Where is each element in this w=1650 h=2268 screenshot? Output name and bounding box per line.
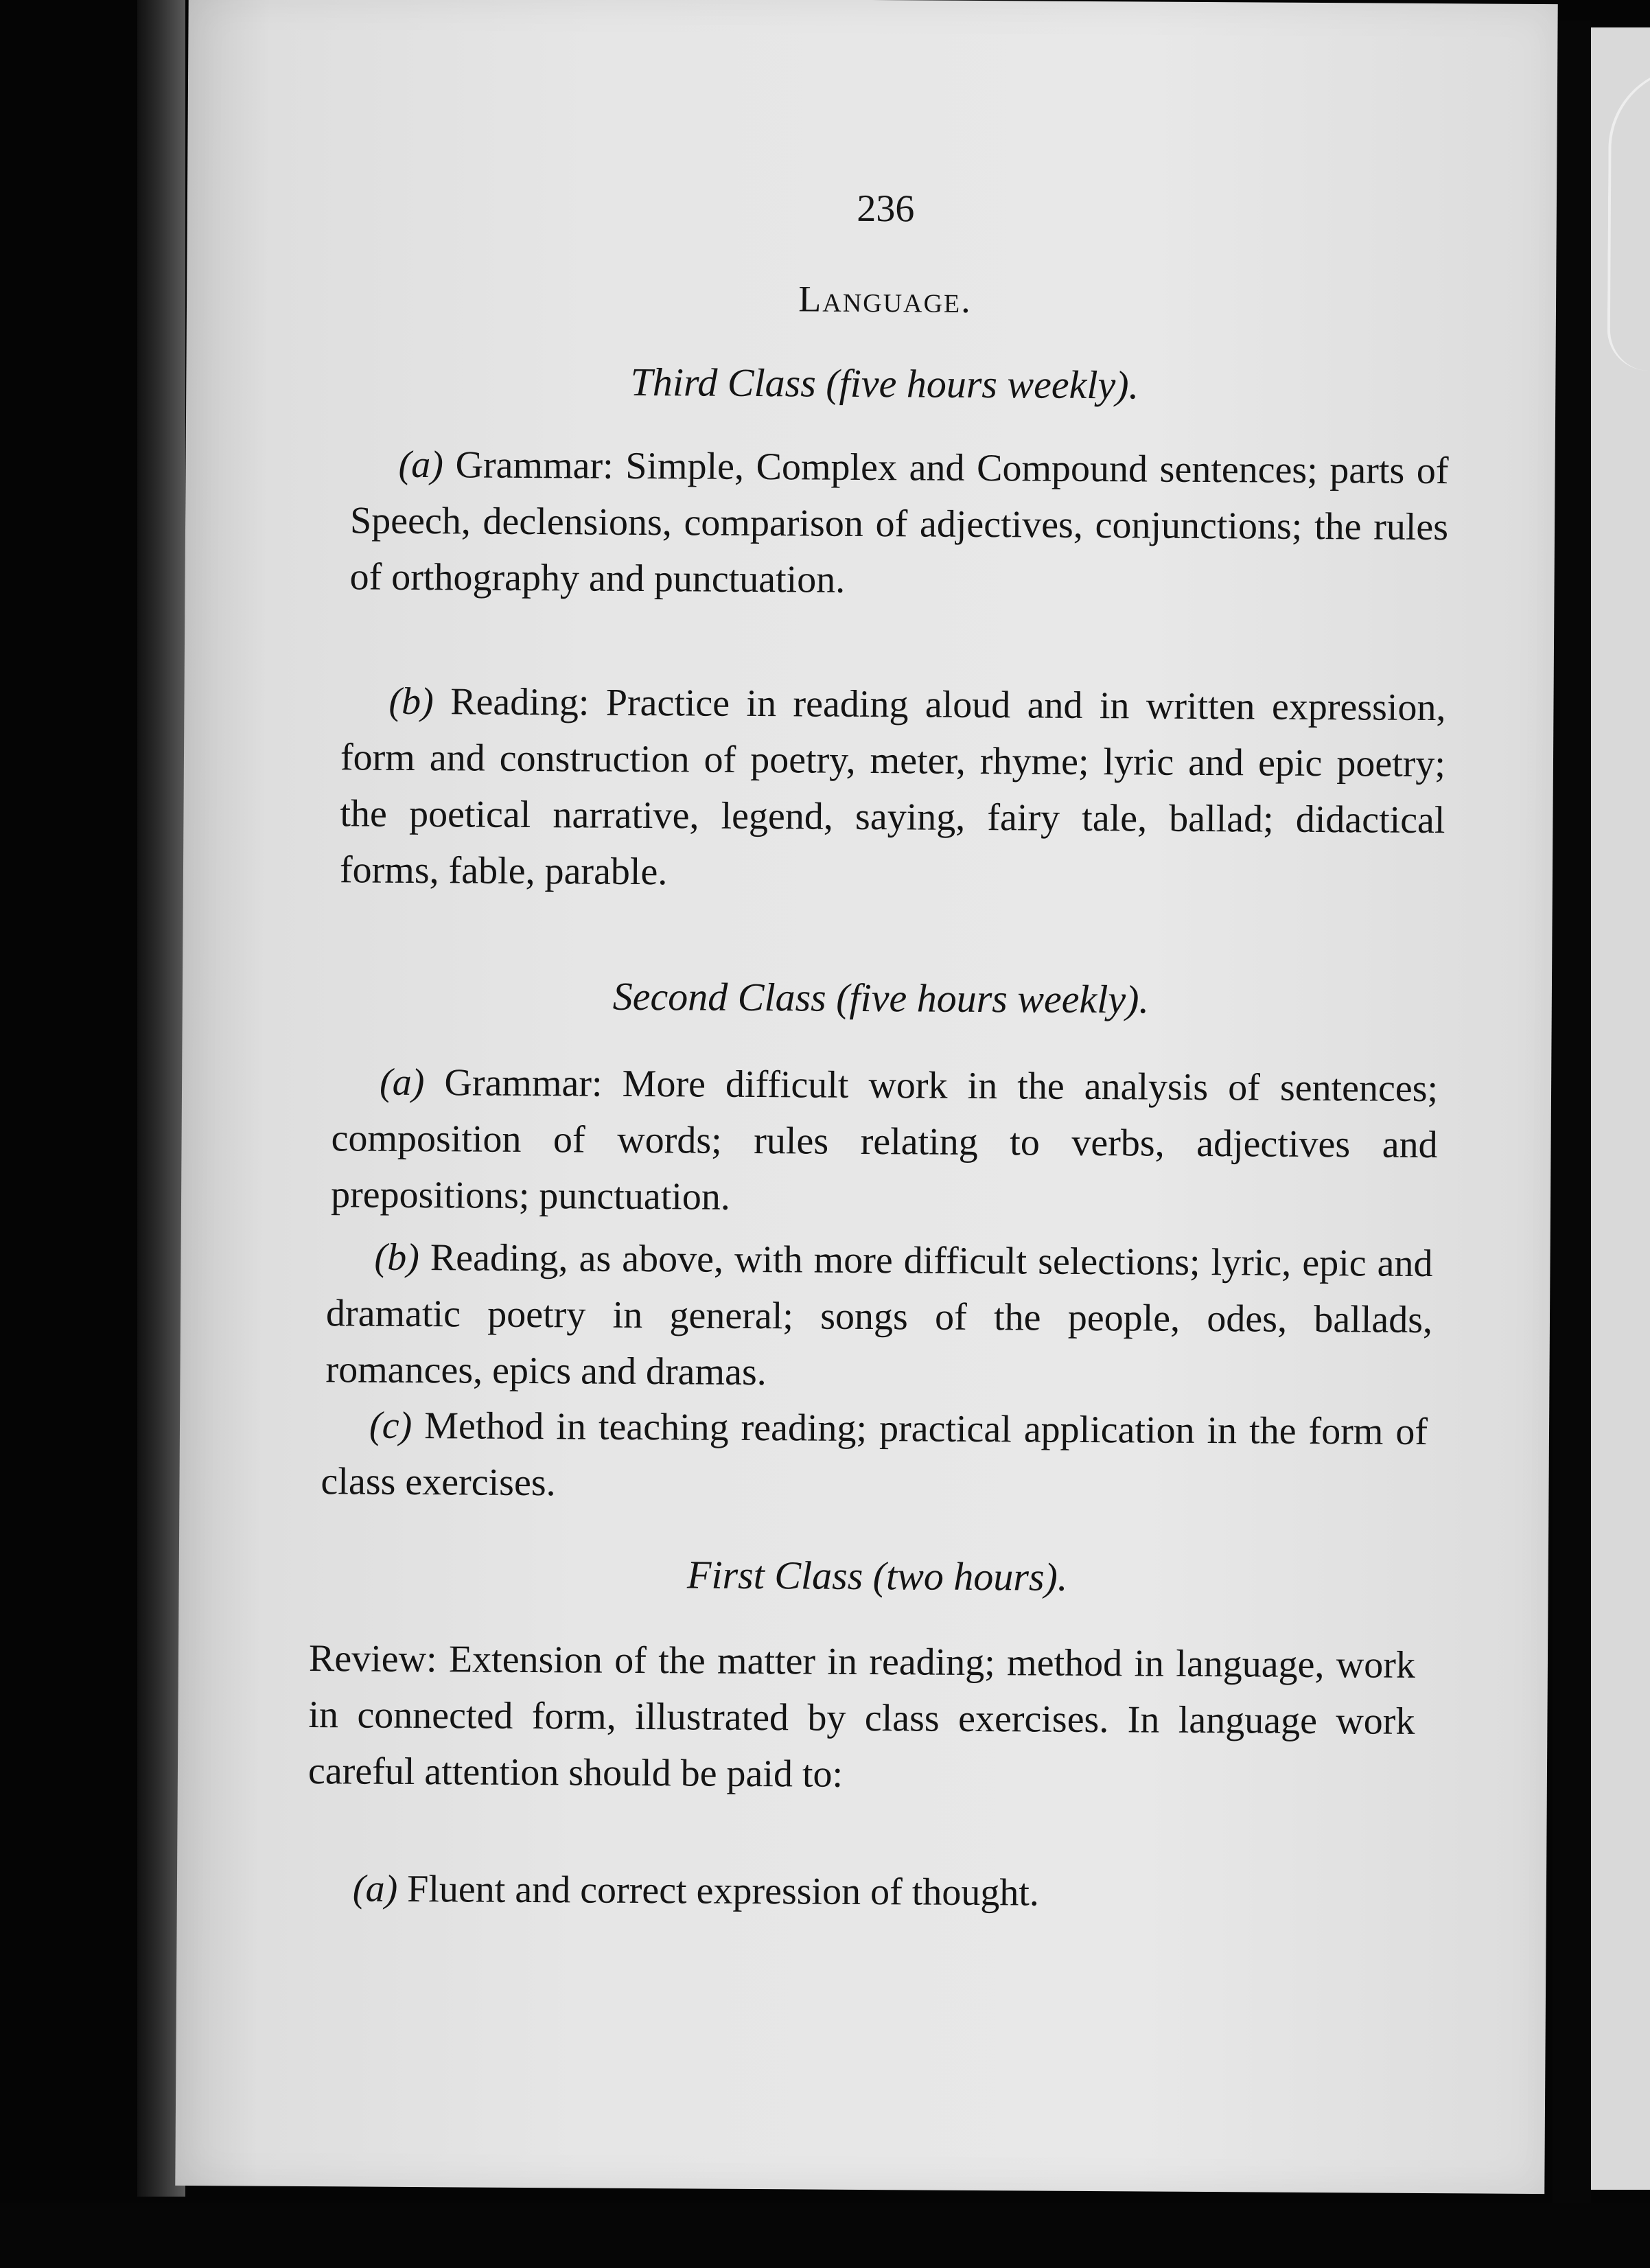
paragraph-marker: (a) (379, 1061, 425, 1104)
page-gap (1553, 21, 1591, 2203)
page-number: 236 (857, 187, 915, 231)
paragraph-text: Reading, as above, with more difficult selections; lyric, epic and dramatic poetry in general; songs of the people, odes, ballads, romances, epics and dramas. (325, 1236, 1433, 1394)
paragraph-text: Review: Extension of the matter in reading; method in language, work in connected form, illustrated by class exercises. In language work careful attention should be paid to: (307, 1637, 1416, 1796)
paragraph-marker: (b) (388, 680, 434, 724)
scan-bottom-border (0, 2203, 1650, 2268)
paragraph-marker: (b) (374, 1236, 420, 1280)
paragraph-first-review (308, 1630, 1415, 1806)
paragraph-marker: (a) (398, 443, 444, 487)
page-title: Language. (798, 278, 972, 321)
paragraph-text: Method in teaching reading; practical application in the form of class exercises. (321, 1404, 1428, 1505)
paragraph-text: Grammar: Simple, Complex and Compound sentences; parts of Speech, declensions, comparison of adjectives, conjunctions; the rules of orthography and punctuation. (349, 443, 1449, 601)
paragraph-third-a (349, 436, 1448, 612)
section-heading-third-class: Third Class (five hours weekly). (630, 359, 1139, 408)
paragraph-text: Reading: Practice in reading aloud and in written expression, form and construction of poetry, meter, rhyme; lyric and epic poetry; the poetical narrative, legend, saying, fairy tale, ballad; didactical forms, fable, parable. (339, 680, 1446, 894)
paragraph-text: Grammar: More difficult work in the analysis of sentences; composition of words; rules relating to verbs, adjectives and prepositions; punctuation. (330, 1061, 1439, 1218)
paragraph-marker: (c) (369, 1404, 412, 1447)
paragraph-marker: (a) (352, 1867, 398, 1910)
paragraph-second-b (325, 1229, 1432, 1404)
paragraph-first-a (305, 1860, 1411, 1923)
paragraph-text: Fluent and correct expression of thought. (407, 1867, 1040, 1914)
section-heading-first-class: First Class (two hours). (686, 1552, 1068, 1599)
page-text (175, 0, 1557, 2194)
paragraph-second-a (331, 1054, 1438, 1229)
paragraph-second-c (321, 1397, 1428, 1516)
paragraph-third-b (340, 673, 1446, 905)
book-page (175, 0, 1557, 2194)
section-heading-second-class: Second Class (five hours weekly). (612, 973, 1150, 1022)
